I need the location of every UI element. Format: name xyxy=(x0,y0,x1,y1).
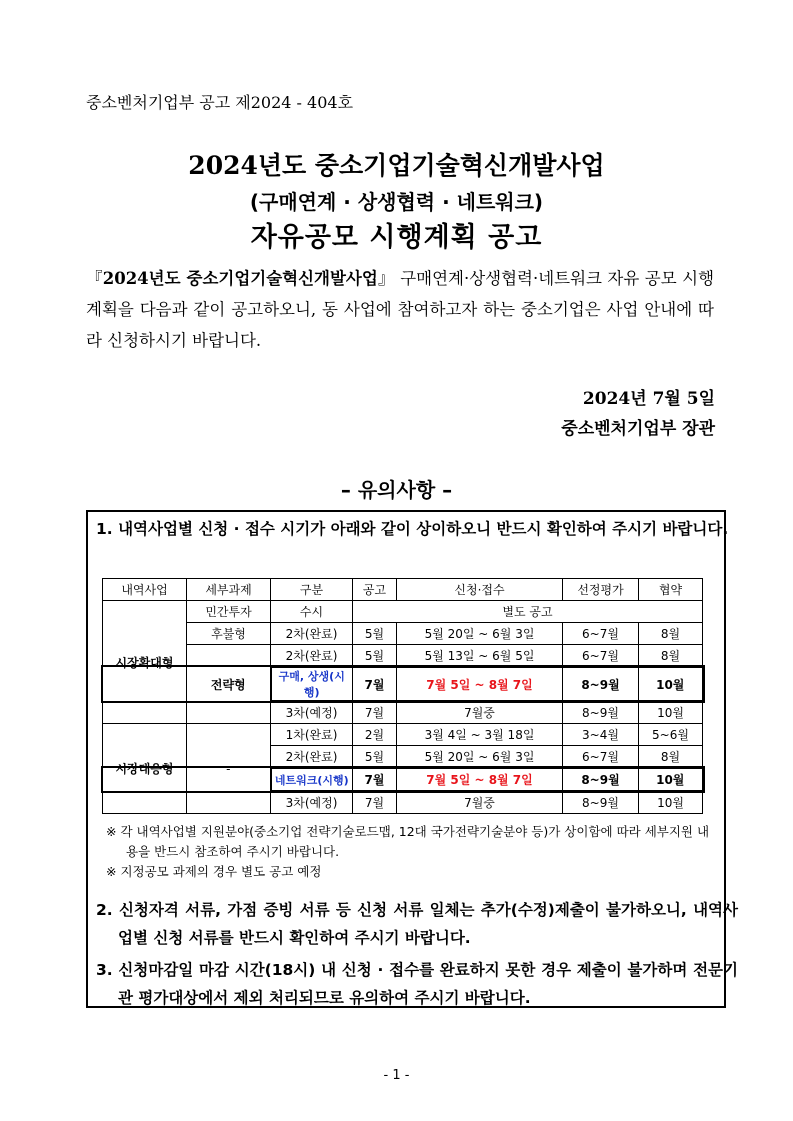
eval-cell: 3~4월 xyxy=(563,724,639,746)
note-1: ※ 각 내역사업별 지원분야(중소기업 전략기술로드맵, 12대 국가전략기술분야 등)가 상이함에 따라 세부지원 내용을 반드시 참조하여 주시기 바랍니다. xyxy=(106,824,710,859)
notice-item-2: 2. 신청자격 서류, 가점 증빙 서류 등 신청 서류 일체는 추가(수정)제출이 불가하오니, 내역사업별 신청 서류를 반드시 확인하여 주시기 바랍니다. xyxy=(96,901,738,947)
notice-item-1: 1. 내역사업별 신청 · 접수 시기가 아래와 같이 상이하오니 반드시 확인하여 주시기 바랍니다. xyxy=(96,520,729,538)
apply-cell: 7월중 xyxy=(397,791,563,814)
announcement-date: 2024년 7월 5일 xyxy=(582,389,715,409)
apply-cell: 3월 4일 ~ 3월 18일 xyxy=(397,724,563,746)
notice-heading: – 유의사항 – xyxy=(340,478,453,502)
sub-cell: - xyxy=(187,724,271,814)
eval-cell: 8~9월 xyxy=(563,701,639,724)
header-cell: 구분 xyxy=(271,579,353,601)
apply-cell: 7월 5일 ~ 8월 7일 xyxy=(397,768,563,791)
header-cell: 공고 xyxy=(353,579,397,601)
group-cell: 시장확대형 xyxy=(103,601,187,724)
title-line-2: (구매연계 · 상생협력 · 네트워크) xyxy=(249,190,544,214)
notice-cell: 5월 xyxy=(353,645,397,668)
apply-cell: 5월 20일 ~ 6월 3일 xyxy=(397,623,563,645)
header-cell: 신청·접수 xyxy=(397,579,563,601)
type-cell: 네트워크(시행) xyxy=(271,768,353,791)
notice-cell: 7월 xyxy=(353,667,397,701)
contract-cell: 8월 xyxy=(639,623,703,645)
type-cell: 1차(완료) xyxy=(271,724,353,746)
intro-paragraph xyxy=(86,263,714,356)
schedule-table xyxy=(102,578,704,814)
title-line-1: 2024년도 중소기업기술혁신개발사업 xyxy=(188,151,605,180)
type-cell: 3차(예정) xyxy=(271,701,353,724)
contract-cell: 10월 xyxy=(639,791,703,814)
eval-cell: 8~9월 xyxy=(563,667,639,701)
intro-program-name: 2024년도 중소기업기술혁신개발사업 xyxy=(102,269,378,288)
table-row xyxy=(103,724,703,746)
notice-cell: 2월 xyxy=(353,724,397,746)
issuer: 중소벤처기업부 장관 xyxy=(561,419,715,439)
apply-cell: 5월 20일 ~ 6월 3일 xyxy=(397,746,563,769)
type-cell: 수시 xyxy=(271,601,353,623)
notice-box xyxy=(86,510,738,1008)
eval-cell: 6~7월 xyxy=(563,623,639,645)
type-cell: 2차(완료) xyxy=(271,746,353,769)
sub-cell: 민간투자 xyxy=(187,601,271,623)
type-cell: 구매, 상생(시행) xyxy=(271,667,353,701)
table-row xyxy=(103,601,703,623)
eval-cell: 6~7월 xyxy=(563,645,639,668)
table-header-row xyxy=(103,579,703,601)
merged-cell: 별도 공고 xyxy=(353,601,703,623)
header-cell: 선정평가 xyxy=(563,579,639,601)
page-number: - 1 - xyxy=(383,1068,410,1083)
intro-text: 구매연계·상생협력·네트워크 자유 공모 시행계획을 다음과 같이 공고하오니, 동 사업에 참여하고자 하는 중소기업은 사업 안내에 따라 신청하시기 바랍니다. xyxy=(86,269,715,350)
notice-cell: 7월 xyxy=(353,768,397,791)
contract-cell: 10월 xyxy=(639,667,703,701)
notice-item-3: 3. 신청마감일 마감 시간(18시) 내 신청 · 접수를 완료하지 못한 경우 제출이 불가하며 전문기관 평가대상에서 제외 처리되므로 유의하여 주시기 바랍니다. xyxy=(96,961,738,1007)
eval-cell: 8~9월 xyxy=(563,768,639,791)
document-number: 중소벤처기업부 공고 제2024 - 404호 xyxy=(86,93,354,112)
header-cell: 협약 xyxy=(639,579,703,601)
notes xyxy=(106,822,716,882)
contract-cell: 8월 xyxy=(639,746,703,769)
title-line-3: 자유공모 시행계획 공고 xyxy=(250,222,543,253)
notice-cell: 5월 xyxy=(353,746,397,769)
eval-cell: 6~7월 xyxy=(563,746,639,769)
apply-cell: 7월 5일 ~ 8월 7일 xyxy=(397,667,563,701)
contract-cell: 10월 xyxy=(639,701,703,724)
sub-cell: 후불형 xyxy=(187,623,271,645)
note-2: ※ 지정공모 과제의 경우 별도 공고 예정 xyxy=(106,864,322,879)
notice-cell: 5월 xyxy=(353,623,397,645)
eval-cell: 8~9월 xyxy=(563,791,639,814)
intro-close-bracket: 』 xyxy=(377,269,395,288)
group-cell: 시장대응형 xyxy=(103,724,187,814)
apply-cell: 7월중 xyxy=(397,701,563,724)
sub-cell: 전략형 xyxy=(187,645,271,724)
notice-cell: 7월 xyxy=(353,701,397,724)
apply-cell: 5월 13일 ~ 6월 5일 xyxy=(397,645,563,668)
intro-open-bracket: 『 xyxy=(86,269,103,288)
type-cell: 2차(완료) xyxy=(271,623,353,645)
table-row xyxy=(103,645,703,668)
type-cell: 2차(완료) xyxy=(271,645,353,668)
header-cell: 세부과제 xyxy=(187,579,271,601)
type-cell: 3차(예정) xyxy=(271,791,353,814)
table-row xyxy=(103,623,703,645)
header-cell: 내역사업 xyxy=(103,579,187,601)
contract-cell: 10월 xyxy=(639,768,703,791)
contract-cell: 8월 xyxy=(639,645,703,668)
contract-cell: 5~6월 xyxy=(639,724,703,746)
notice-cell: 7월 xyxy=(353,791,397,814)
